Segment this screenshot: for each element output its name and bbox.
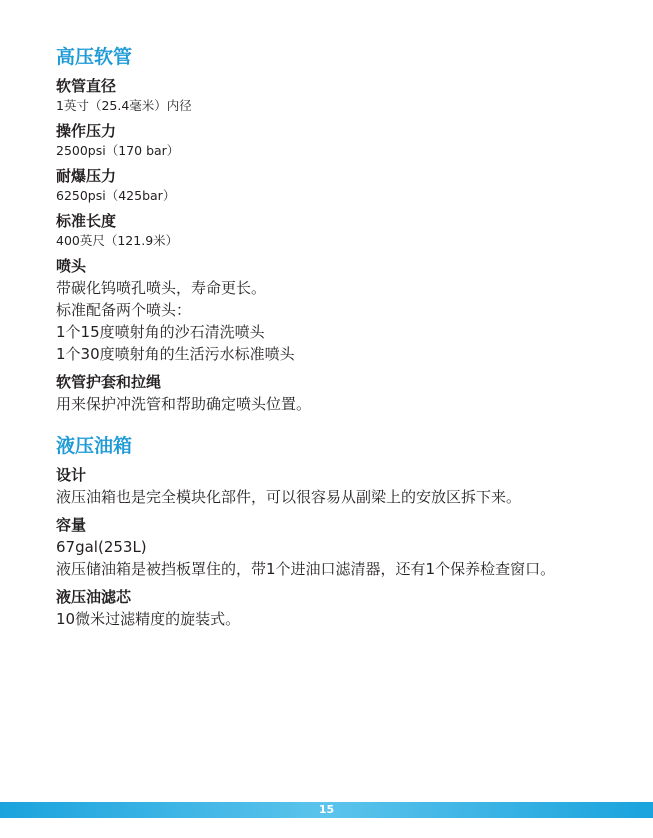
spec-burst-pressure: [56, 166, 636, 204]
spec-capacity: [56, 515, 636, 580]
spec-label: 容量: [56, 516, 87, 534]
document-page: [56, 44, 636, 637]
spec-hose-guard: [56, 372, 636, 415]
spec-text-line: 液压油箱也是完全模块化部件，可以很容易从副梁上的安放区拆下来。: [56, 488, 522, 506]
spec-label: 操作压力: [56, 122, 117, 140]
spec-value: 2500psi（170 bar）: [56, 143, 180, 158]
spec-text-line: 1个30度喷射角的生活污水标准喷头: [56, 345, 295, 363]
spec-label: 软管直径: [56, 77, 117, 95]
section-title: 液压油箱: [56, 435, 133, 457]
section-hydraulic-tank: [56, 433, 636, 630]
spec-text-line: 液压储油箱是被挡板罩住的，带1个进油口滤清器，还有1个保养检查窗口。: [56, 560, 556, 578]
spec-value: 1英寸（25.4毫米）内径: [56, 98, 192, 113]
spec-nozzle: [56, 256, 636, 365]
spec-hose-diameter: [56, 76, 636, 114]
section-title: 高压软管: [56, 46, 133, 68]
spec-text-line: 10微米过滤精度的旋装式。: [56, 610, 241, 628]
spec-label: 喷头: [56, 257, 87, 275]
spec-label: 软管护套和拉绳: [56, 373, 162, 391]
spec-text-line: 用来保护冲洗管和帮助确定喷头位置。: [56, 395, 312, 413]
spec-text-line: 标准配备两个喷头：: [56, 301, 192, 319]
spec-label: 设计: [56, 466, 87, 484]
spec-value: 6250psi（425bar）: [56, 188, 176, 203]
page-number: 15: [318, 803, 335, 816]
spec-label: 标准长度: [56, 212, 117, 230]
spec-label: 耐爆压力: [56, 167, 117, 185]
section-high-pressure-hose: [56, 44, 636, 415]
spec-value: 400英尺（121.9米）: [56, 233, 179, 248]
spec-hydraulic-filter: [56, 587, 636, 630]
spec-design: [56, 465, 636, 508]
spec-text-line: 67gal(253L): [56, 538, 147, 556]
spec-label: 液压油滤芯: [56, 588, 132, 606]
spec-operating-pressure: [56, 121, 636, 159]
spec-standard-length: [56, 211, 636, 249]
spec-text-line: 带碳化钨喷孔喷头，寿命更长。: [56, 279, 267, 297]
spec-text-line: 1个15度喷射角的沙石清洗喷头: [56, 323, 265, 341]
